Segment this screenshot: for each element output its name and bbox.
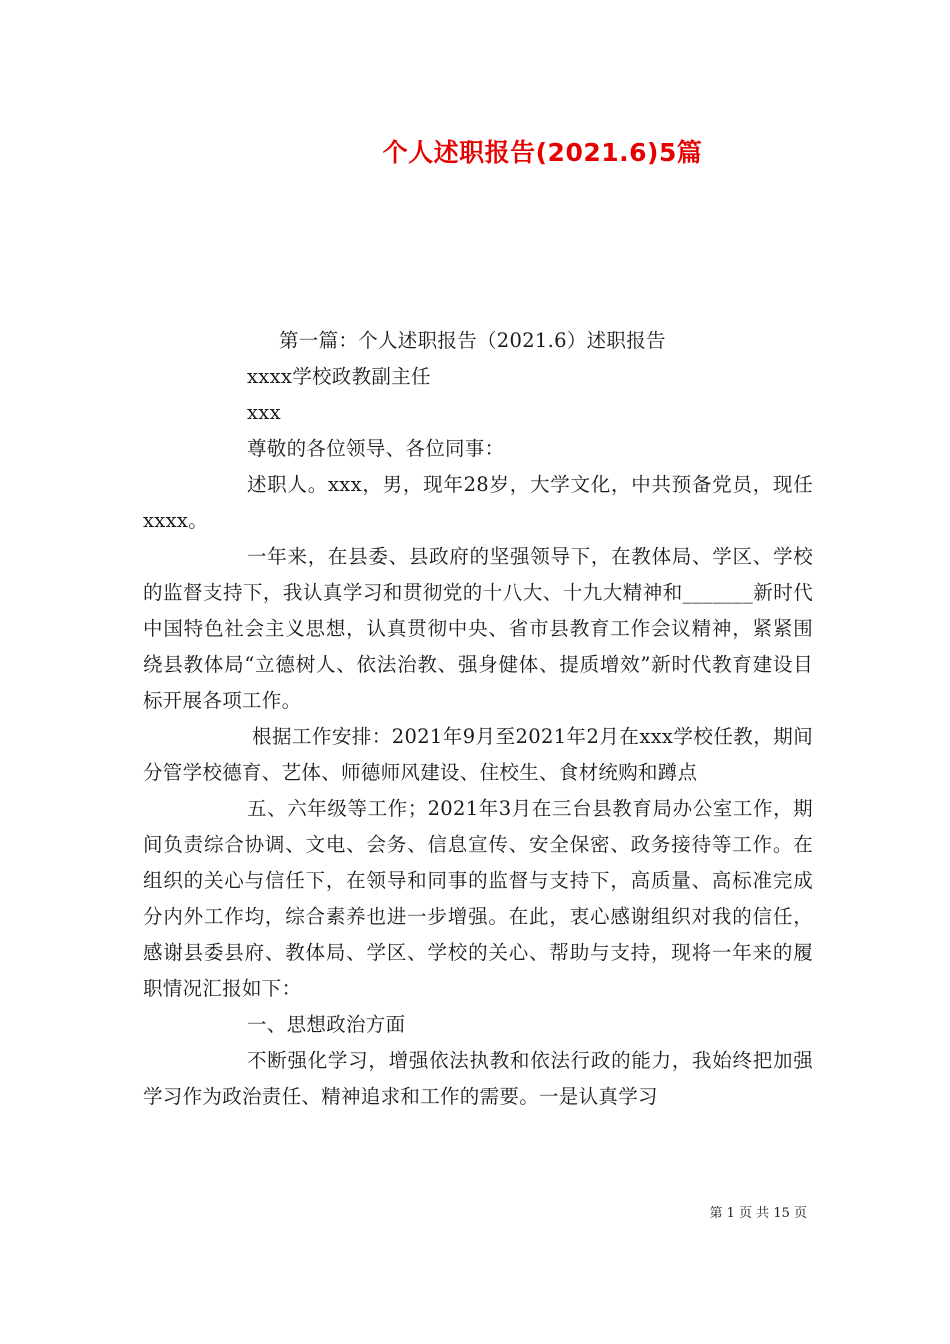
name-line: xxx (247, 401, 281, 424)
greeting: 尊敬的各位领导、各位同事： (247, 437, 505, 460)
document-body (143, 323, 813, 1115)
paragraph: 根据工作安排：2021年9月至2021年2月在xxx学校任教，期间分管学校德育、艺体、师德师风建设、住校生、食材统购和蹲点 (143, 725, 813, 784)
paragraph: 一年来，在县委、县政府的坚强领导下，在教体局、学区、学校的监督支持下，我认真学习和贯彻党的十八大、十九大精神和_______新时代中国特色社会主义思想，认真贯彻中央、省市县教育工作会议精神，紧紧围绕县教体局“立德树人、依法治教、强身健体、提质增效”新时代教育建设目标开展各项工作。 (143, 545, 813, 712)
section-heading: 一、思想政治方面 (247, 1013, 406, 1036)
paragraph: 不断强化学习，增强依法执教和依法行政的能力，我始终把加强学习作为政治责任、精神追求和工作的需要。一是认真学习 (143, 1049, 813, 1108)
paragraph: 述职人。xxx，男，现年28岁，大学文化，中共预备党员，现任xxxx。 (143, 473, 813, 532)
position-line: xxxx学校政教副主任 (247, 365, 431, 388)
document-title: 个人述职报告(2021.6)5篇 (382, 138, 703, 167)
paragraph: 五、六年级等工作；2021年3月在三台县教育局办公室工作，期间负责综合协调、文电、会务、信息宣传、安全保密、政务接待等工作。在组织的关心与信任下，在领导和同事的监督与支持下，高质量、高标准完成分内外工作均，综合素养也进一步增强。在此，衷心感谢组织对我的信任，感谢县委县府、教体局、学区、学校的关心、帮助与支持，现将一年来的履职情况汇报如下： (143, 797, 813, 1000)
document-subtitle: 第一篇：个人述职报告（2021.6）述职报告 (279, 329, 666, 352)
page-number: 第 1 页 共 15 页 (709, 1206, 807, 1221)
